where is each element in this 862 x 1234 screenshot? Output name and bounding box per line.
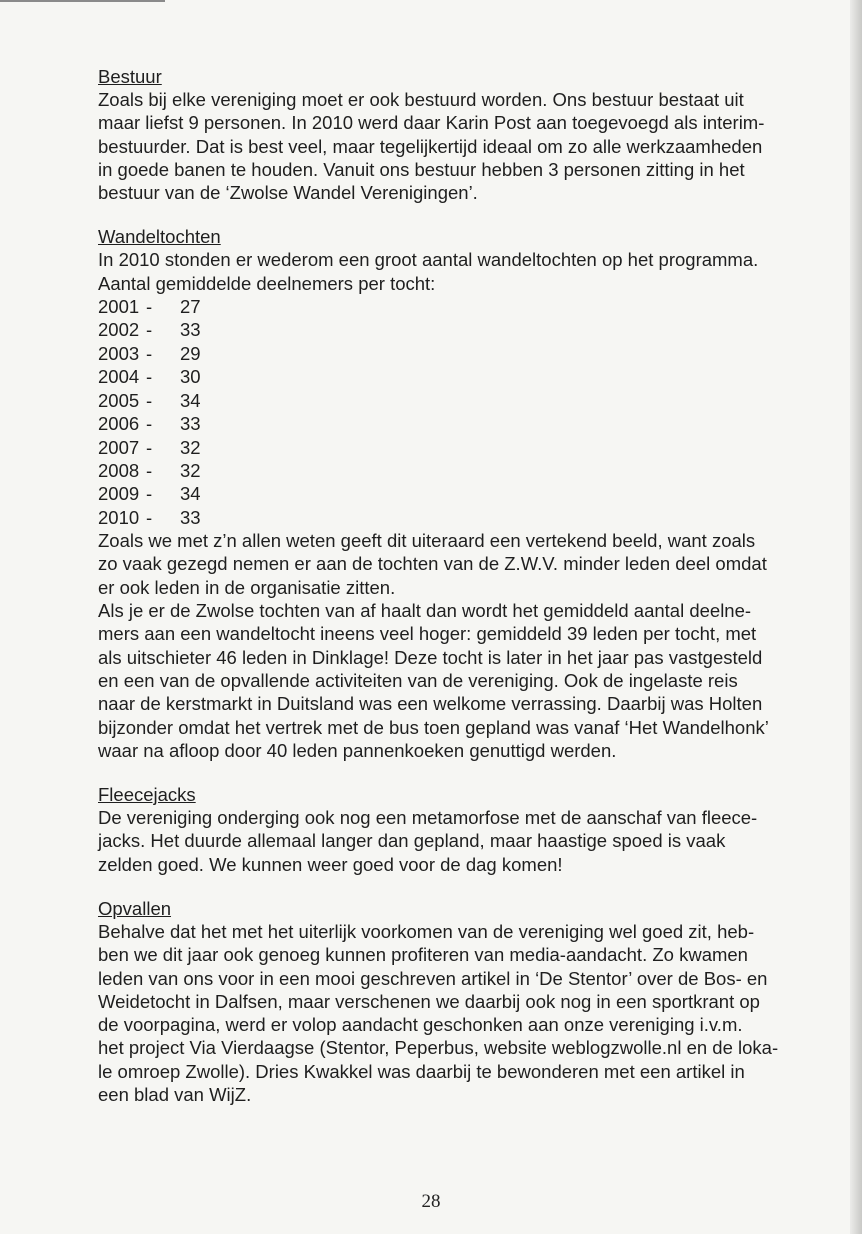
section-paragraph	[98, 806, 838, 876]
document-body	[98, 66, 838, 1128]
text-line: in goede banen te houden. Vanuit ons bestuur hebben 3 personen zitting in het	[98, 158, 745, 180]
separator: -	[146, 296, 153, 318]
section-bestuur	[98, 66, 838, 204]
text-line: bijzonder omdat het vertrek met de bus toen gepland was vanaf ‘Het Wandelhonk’	[98, 716, 769, 738]
text-line: als uitschieter 46 leden in Dinklage! Deze tocht is later in het jaar pas vastgesteld	[98, 646, 763, 668]
separator: -	[146, 342, 153, 364]
text-line: jacks. Het duurde allemaal langer dan gepland, maar haastige spoed is vaak	[98, 830, 726, 852]
year: 2001	[98, 296, 140, 318]
year: 2008	[98, 459, 140, 481]
participants-per-year-list	[98, 295, 838, 529]
separator: -	[146, 459, 153, 481]
year: 2002	[98, 319, 140, 341]
section-heading: Opvallen	[98, 898, 172, 919]
section-paragraph	[98, 88, 838, 204]
section-wandeltochten	[98, 226, 838, 762]
text-line: er ook leden in de organisatie zitten.	[98, 576, 396, 598]
text-line: le omroep Zwolle). Dries Kwakkel was daarbij te bewonderen met een artikel in	[98, 1060, 745, 1082]
section-heading: Bestuur	[98, 66, 162, 87]
text-line: mers aan een wandeltocht ineens veel hoger: gemiddeld 39 leden per tocht, met	[98, 623, 757, 645]
list-item	[98, 389, 838, 412]
year: 2003	[98, 342, 140, 364]
participant-count: 32	[180, 459, 201, 481]
year: 2010	[98, 506, 140, 528]
text-line: Zoals we met z’n allen weten geeft dit uiteraard een vertekend beeld, want zoals	[98, 530, 756, 552]
text-line: ben we dit jaar ook genoeg kunnen profiteren van media-aandacht. Zo kwamen	[98, 944, 748, 966]
page-edge-line	[0, 0, 165, 2]
participant-count: 33	[180, 506, 201, 528]
participant-count: 33	[180, 319, 201, 341]
text-line: Weidetocht in Dalfsen, maar verschenen we daarbij ook nog in een sportkrant op	[98, 990, 760, 1012]
participant-count: 34	[180, 389, 201, 411]
text-line: bestuurder. Dat is best veel, maar tegelijkertijd ideaal om zo alle werkzaamheden	[98, 135, 763, 157]
text-line: In 2010 stonden er wederom een groot aantal wandeltochten op het programma.	[98, 249, 759, 271]
year: 2004	[98, 366, 140, 388]
text-line: naar de kerstmarkt in Duitsland was een welkome verrassing. Daarbij was Holten	[98, 693, 763, 715]
participant-count: 32	[180, 436, 201, 458]
text-line: een blad van WijZ.	[98, 1084, 252, 1106]
participant-count: 33	[180, 413, 201, 435]
text-line: en een van de opvallende activiteiten van de vereniging. Ook de ingelaste reis	[98, 669, 738, 691]
section-opvallen	[98, 898, 838, 1106]
text-line: zelden goed. We kunnen weer goed voor de dag komen!	[98, 853, 563, 875]
section-heading: Wandeltochten	[98, 226, 221, 248]
separator: -	[146, 483, 153, 505]
list-item	[98, 436, 838, 459]
text-line: Behalve dat het met het uiterlijk voorkomen van de vereniging wel goed zit, heb-	[98, 921, 755, 942]
page-number: 28	[421, 1191, 441, 1212]
text-line: het project Via Vierdaagse (Stentor, Peperbus, website weblogzwolle.nl en de loka-	[98, 1037, 779, 1059]
text-line: De vereniging onderging ook nog een metamorfose met de aanschaf van fleece-	[98, 807, 758, 829]
separator: -	[146, 413, 153, 435]
text-line: de voorpagina, werd er volop aandacht geschonken aan onze vereniging i.v.m.	[98, 1014, 743, 1036]
year: 2009	[98, 483, 140, 505]
list-item	[98, 365, 838, 388]
participant-count: 27	[180, 296, 201, 318]
section-fleecejacks	[98, 784, 838, 876]
year: 2007	[98, 436, 140, 458]
participant-count: 30	[180, 366, 201, 388]
list-item	[98, 342, 838, 365]
text-line: zo vaak gezegd nemen er aan de tochten van de Z.W.V. minder leden deel omdat	[98, 553, 767, 575]
list-item	[98, 506, 838, 529]
section-paragraph	[98, 920, 838, 1106]
text-line: Als je er de Zwolse tochten van af haalt dan wordt het gemiddeld aantal deelne-	[98, 600, 752, 622]
section-paragraph	[98, 248, 838, 295]
text-line: Aantal gemiddelde deelnemers per tocht:	[98, 272, 436, 294]
list-item	[98, 295, 838, 318]
participant-count: 34	[180, 483, 201, 505]
section-heading: Fleecejacks	[98, 784, 196, 806]
text-line: leden van ons voor in een mooi geschreven artikel in ‘De Stentor’ over de Bos- en	[98, 967, 768, 989]
list-item	[98, 318, 838, 341]
text-line: waar na afloop door 40 leden pannenkoeken genuttigd werden.	[98, 739, 617, 761]
separator: -	[146, 436, 153, 458]
section-paragraph	[98, 529, 838, 762]
participant-count: 29	[180, 342, 201, 364]
list-item	[98, 482, 838, 505]
page-edge-shadow	[850, 0, 862, 1234]
text-line: bestuur van de ‘Zwolse Wandel Verenigingen’.	[98, 182, 478, 204]
year: 2006	[98, 413, 140, 435]
text-line: Zoals bij elke vereniging moet er ook bestuurd worden. Ons bestuur bestaat uit	[98, 89, 744, 110]
separator: -	[146, 389, 153, 411]
year: 2005	[98, 389, 140, 411]
separator: -	[146, 506, 153, 528]
separator: -	[146, 319, 153, 341]
list-item	[98, 459, 838, 482]
list-item	[98, 412, 838, 435]
text-line: maar liefst 9 personen. In 2010 werd daar Karin Post aan toegevoegd als interim-	[98, 112, 765, 134]
separator: -	[146, 366, 153, 388]
